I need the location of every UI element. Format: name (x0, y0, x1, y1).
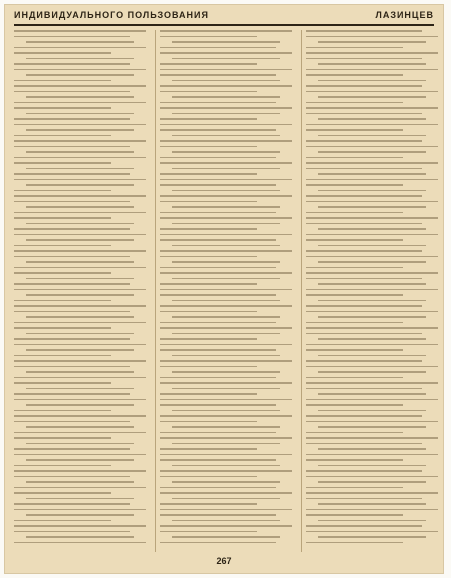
listing-text-line (26, 278, 134, 280)
listing-text-line (318, 135, 426, 137)
listing-text-line (160, 195, 292, 197)
listing-text-line (160, 366, 257, 368)
listing-text-line (26, 151, 134, 153)
listing-text-line (14, 234, 146, 236)
listing-text-line (160, 476, 257, 478)
listing-text-line (306, 217, 438, 219)
listing-text-line (172, 388, 280, 390)
listing-text-line (318, 118, 426, 120)
listing-text-line (160, 118, 257, 120)
listing-text-line (306, 30, 422, 32)
listing-text-line (306, 201, 438, 203)
listing-text-line (306, 58, 422, 60)
column-divider (155, 30, 156, 552)
listing-text-line (26, 371, 134, 373)
listing-text-line (160, 162, 292, 164)
listing-text-line (26, 74, 134, 76)
listing-text-line (14, 520, 111, 522)
listing-text-line (306, 294, 403, 296)
listing-text-line (26, 316, 134, 318)
listing-text-line (306, 322, 403, 324)
listing-text-line (26, 443, 134, 445)
listing-text-line (14, 437, 111, 439)
listing-text-line (172, 96, 280, 98)
listing-text-line (14, 509, 146, 511)
listing-text-line (306, 107, 438, 109)
listing-text-line (306, 223, 422, 225)
listing-text-line (306, 344, 438, 346)
listing-text-line (160, 349, 276, 351)
listing-text-line (306, 327, 438, 329)
listing-text-line (14, 338, 130, 340)
listing-text-line (26, 459, 134, 461)
listing-text-line (26, 184, 134, 186)
listing-text-line (172, 206, 280, 208)
listing-text-line (172, 135, 280, 137)
listing-text-line (160, 421, 257, 423)
listing-text-line (306, 124, 438, 126)
listing-text-line (14, 250, 146, 252)
header-surname-range: ЛАЗИНЦЕВ (375, 10, 434, 20)
listing-text-line (14, 267, 146, 269)
listing-text-line (14, 283, 130, 285)
listing-text-line (306, 377, 403, 379)
listing-text-line (172, 410, 280, 412)
listing-text-line (172, 536, 280, 538)
page-header (14, 10, 434, 26)
listing-text-line (14, 217, 111, 219)
listing-text-line (160, 404, 276, 406)
listing-text-line (14, 140, 146, 142)
listing-text-line (160, 459, 276, 461)
listing-text-line (26, 261, 134, 263)
listing-text-line (14, 118, 130, 120)
listing-text-line (160, 157, 276, 159)
listing-text-line (14, 415, 146, 417)
listing-text-line (306, 509, 438, 511)
listing-text-line (318, 338, 426, 340)
listing-text-line (306, 388, 422, 390)
listing-text-line (14, 30, 146, 32)
listing-text-line (306, 443, 422, 445)
listing-text-line (306, 415, 422, 417)
listing-text-line (160, 47, 276, 49)
listing-text-line (306, 454, 438, 456)
listing-text-line (26, 536, 134, 538)
listing-text-line (306, 459, 403, 461)
listing-text-line (14, 173, 130, 175)
listing-text-line (306, 140, 422, 142)
listing-text-line (306, 366, 438, 368)
listing-text-line (318, 465, 426, 467)
listing-text-line (318, 245, 426, 247)
listing-text-line (14, 492, 111, 494)
listing-text-line (14, 311, 130, 313)
listing-text-line (306, 91, 438, 93)
listing-text-line (160, 377, 276, 379)
listing-text-line (160, 69, 292, 71)
listing-text-line (160, 85, 292, 87)
listing-text-line (26, 333, 134, 335)
listing-text-line (160, 542, 276, 544)
listing-text-line (14, 421, 130, 423)
listing-text-line (160, 289, 292, 291)
listing-text-line (306, 349, 403, 351)
listing-text-line (318, 228, 426, 230)
listing-text-line (14, 52, 111, 54)
listing-text-line (172, 168, 280, 170)
listing-text-line (14, 344, 146, 346)
listing-text-line (26, 41, 134, 43)
listing-text-line (14, 162, 111, 164)
listing-text-line (26, 223, 134, 225)
listing-text-line (306, 476, 438, 478)
listing-text-line (172, 426, 280, 428)
listing-text-line (14, 146, 130, 148)
listing-text-line (172, 113, 280, 115)
listing-text-line (160, 525, 292, 527)
listing-text-line (318, 371, 426, 373)
listing-text-line (306, 184, 403, 186)
listing-text-line (306, 250, 422, 252)
listing-text-line (172, 80, 280, 82)
listing-text-line (172, 261, 280, 263)
listing-text-line (160, 250, 292, 252)
listing-text-line (306, 382, 438, 384)
listing-text-line (306, 305, 422, 307)
listing-text-line (172, 465, 280, 467)
listing-text-line (26, 481, 134, 483)
listing-text-line (14, 107, 111, 109)
listing-text-line (160, 399, 292, 401)
listing-text-line (14, 80, 111, 82)
listing-text-line (14, 300, 111, 302)
listing-text-line (306, 399, 438, 401)
listing-text-line (26, 498, 134, 500)
listing-text-line (160, 173, 257, 175)
listing-text-line (14, 63, 130, 65)
listing-text-line (14, 382, 111, 384)
listing-text-line (26, 404, 134, 406)
listing-text-line (160, 179, 292, 181)
listing-text-line (318, 448, 426, 450)
listing-text-line (160, 322, 276, 324)
header-title: ИНДИВИДУАЛЬНОГО ПОЛЬЗОВАНИЯ (14, 10, 209, 20)
listing-text-line (306, 421, 438, 423)
listing-text-line (26, 129, 134, 131)
listing-text-line (306, 113, 422, 115)
listing-text-line (160, 234, 292, 236)
listing-text-line (172, 316, 280, 318)
listing-text-line (14, 476, 130, 478)
listing-text-line (318, 393, 426, 395)
listing-text-line (160, 52, 292, 54)
listing-text-line (14, 157, 146, 159)
listing-text-line (160, 448, 257, 450)
listing-text-line (172, 520, 280, 522)
listing-text-line (172, 333, 280, 335)
listing-column-1 (14, 30, 152, 552)
listing-text-line (306, 470, 422, 472)
listing-text-line (318, 355, 426, 357)
listing-text-line (14, 503, 130, 505)
listing-text-line (318, 41, 426, 43)
listing-text-line (172, 245, 280, 247)
listing-text-line (26, 294, 134, 296)
listing-text-line (14, 36, 130, 38)
listing-text-line (306, 74, 403, 76)
listing-text-line (318, 316, 426, 318)
listing-text-line (26, 349, 134, 351)
listing-text-line (306, 36, 438, 38)
listing-text-line (172, 481, 280, 483)
listing-text-line (160, 360, 292, 362)
listing-text-line (172, 300, 280, 302)
listing-text-line (318, 426, 426, 428)
listing-text-line (160, 129, 276, 131)
listing-text-line (318, 536, 426, 538)
listing-text-line (306, 525, 422, 527)
listing-text-line (160, 509, 292, 511)
listing-text-line (14, 366, 130, 368)
listing-text-line (14, 470, 146, 472)
listing-text-line (160, 74, 276, 76)
listing-text-line (318, 63, 426, 65)
listing-text-line (14, 399, 146, 401)
listing-text-line (14, 245, 111, 247)
listing-text-line (160, 382, 292, 384)
listing-columns (14, 30, 434, 552)
listing-text-line (306, 487, 403, 489)
listing-text-line (14, 448, 130, 450)
listing-text-line (14, 124, 146, 126)
listing-text-line (160, 454, 292, 456)
listing-text-line (318, 300, 426, 302)
listing-text-line (306, 195, 422, 197)
listing-text-line (26, 239, 134, 241)
listing-text-line (160, 107, 292, 109)
listing-text-line (160, 63, 257, 65)
page-footer (14, 556, 434, 568)
listing-text-line (160, 272, 292, 274)
listing-text-line (160, 327, 292, 329)
listing-text-line (26, 206, 134, 208)
listing-text-line (318, 410, 426, 412)
listing-text-line (14, 272, 111, 274)
listing-text-line (160, 102, 276, 104)
listing-text-line (14, 190, 111, 192)
listing-text-line (306, 267, 403, 269)
listing-text-line (160, 212, 276, 214)
listing-text-line (172, 41, 280, 43)
listing-text-line (306, 162, 438, 164)
listing-text-line (306, 47, 403, 49)
listing-text-line (160, 239, 276, 241)
listing-text-line (172, 371, 280, 373)
listing-text-line (306, 256, 438, 258)
listing-text-line (306, 212, 403, 214)
listing-text-line (14, 525, 146, 527)
listing-text-line (14, 85, 146, 87)
listing-text-line (160, 338, 257, 340)
listing-text-line (26, 426, 134, 428)
listing-text-line (160, 201, 257, 203)
listing-text-line (160, 228, 257, 230)
listing-text-line (172, 443, 280, 445)
listing-text-line (318, 206, 426, 208)
listing-text-line (14, 454, 146, 456)
listing-text-line (172, 223, 280, 225)
listing-text-line (306, 234, 438, 236)
listing-text-line (14, 305, 146, 307)
listing-text-line (14, 228, 130, 230)
listing-text-line (306, 179, 438, 181)
listing-text-line (160, 470, 292, 472)
listing-text-line (160, 217, 292, 219)
listing-text-line (160, 432, 276, 434)
listing-text-line (306, 239, 403, 241)
listing-text-line (306, 52, 438, 54)
listing-text-line (14, 212, 146, 214)
listing-column-3 (306, 30, 444, 552)
listing-text-line (14, 179, 146, 181)
listing-text-line (14, 410, 111, 412)
listing-text-line (160, 305, 292, 307)
listing-text-line (306, 360, 422, 362)
listing-text-line (306, 272, 438, 274)
listing-text-line (14, 360, 146, 362)
listing-text-line (160, 267, 276, 269)
listing-text-line (26, 113, 134, 115)
listing-text-line (306, 102, 403, 104)
listing-text-line (306, 514, 403, 516)
listing-text-line (318, 261, 426, 263)
listing-text-line (26, 96, 134, 98)
listing-text-line (160, 514, 276, 516)
listing-text-line (160, 415, 292, 417)
listing-text-line (14, 256, 130, 258)
listing-text-line (160, 146, 257, 148)
listing-text-line (306, 129, 403, 131)
listing-text-line (306, 157, 403, 159)
listing-text-line (306, 542, 403, 544)
listing-text-line (160, 36, 257, 38)
listing-text-line (160, 437, 292, 439)
listing-text-line (318, 283, 426, 285)
listing-text-line (14, 465, 111, 467)
listing-text-line (160, 344, 292, 346)
listing-text-line (172, 151, 280, 153)
listing-text-line (160, 283, 257, 285)
listing-text-line (306, 531, 438, 533)
listing-text-line (14, 195, 146, 197)
listing-text-line (26, 168, 134, 170)
listing-text-line (306, 498, 422, 500)
listing-text-line (172, 355, 280, 357)
listing-text-line (318, 80, 426, 82)
listing-text-line (160, 492, 292, 494)
listing-text-line (160, 256, 257, 258)
listing-text-line (14, 531, 130, 533)
listing-text-line (160, 503, 257, 505)
listing-text-line (14, 393, 130, 395)
listing-text-line (318, 96, 426, 98)
listing-text-line (160, 311, 257, 313)
listing-text-line (172, 278, 280, 280)
listing-column-2 (160, 30, 298, 552)
listing-text-line (14, 135, 111, 137)
listing-text-line (14, 289, 146, 291)
listing-text-line (306, 437, 438, 439)
listing-text-line (318, 481, 426, 483)
listing-text-line (306, 289, 438, 291)
listing-text-line (14, 102, 146, 104)
listing-text-line (318, 190, 426, 192)
listing-text-line (318, 151, 426, 153)
column-divider (301, 30, 302, 552)
listing-text-line (172, 190, 280, 192)
listing-text-line (160, 393, 257, 395)
listing-text-line (306, 404, 403, 406)
listing-text-line (160, 531, 257, 533)
listing-text-line (318, 173, 426, 175)
listing-text-line (318, 503, 426, 505)
page-number: 267 (216, 556, 232, 566)
directory-page (4, 4, 444, 574)
listing-text-line (26, 388, 134, 390)
listing-text-line (14, 377, 146, 379)
listing-text-line (14, 542, 146, 544)
listing-text-line (26, 514, 134, 516)
listing-text-line (160, 91, 257, 93)
listing-text-line (14, 327, 111, 329)
listing-text-line (14, 487, 146, 489)
listing-text-line (172, 58, 280, 60)
listing-text-line (14, 322, 146, 324)
listing-text-line (160, 124, 292, 126)
listing-text-line (26, 58, 134, 60)
listing-text-line (14, 432, 146, 434)
listing-text-line (14, 69, 146, 71)
listing-text-line (160, 184, 276, 186)
listing-text-line (306, 333, 422, 335)
listing-text-line (160, 140, 292, 142)
listing-text-line (14, 355, 111, 357)
listing-text-line (14, 91, 130, 93)
listing-text-line (306, 168, 422, 170)
listing-text-line (172, 498, 280, 500)
listing-text-line (318, 520, 426, 522)
listing-text-line (306, 278, 422, 280)
listing-text-line (160, 294, 276, 296)
listing-text-line (160, 30, 292, 32)
listing-text-line (14, 201, 130, 203)
listing-text-line (306, 492, 438, 494)
listing-text-line (306, 311, 438, 313)
listing-text-line (160, 487, 276, 489)
listing-text-line (306, 69, 438, 71)
listing-text-line (306, 85, 422, 87)
listing-text-line (306, 432, 403, 434)
listing-text-line (14, 47, 146, 49)
listing-text-line (306, 146, 438, 148)
